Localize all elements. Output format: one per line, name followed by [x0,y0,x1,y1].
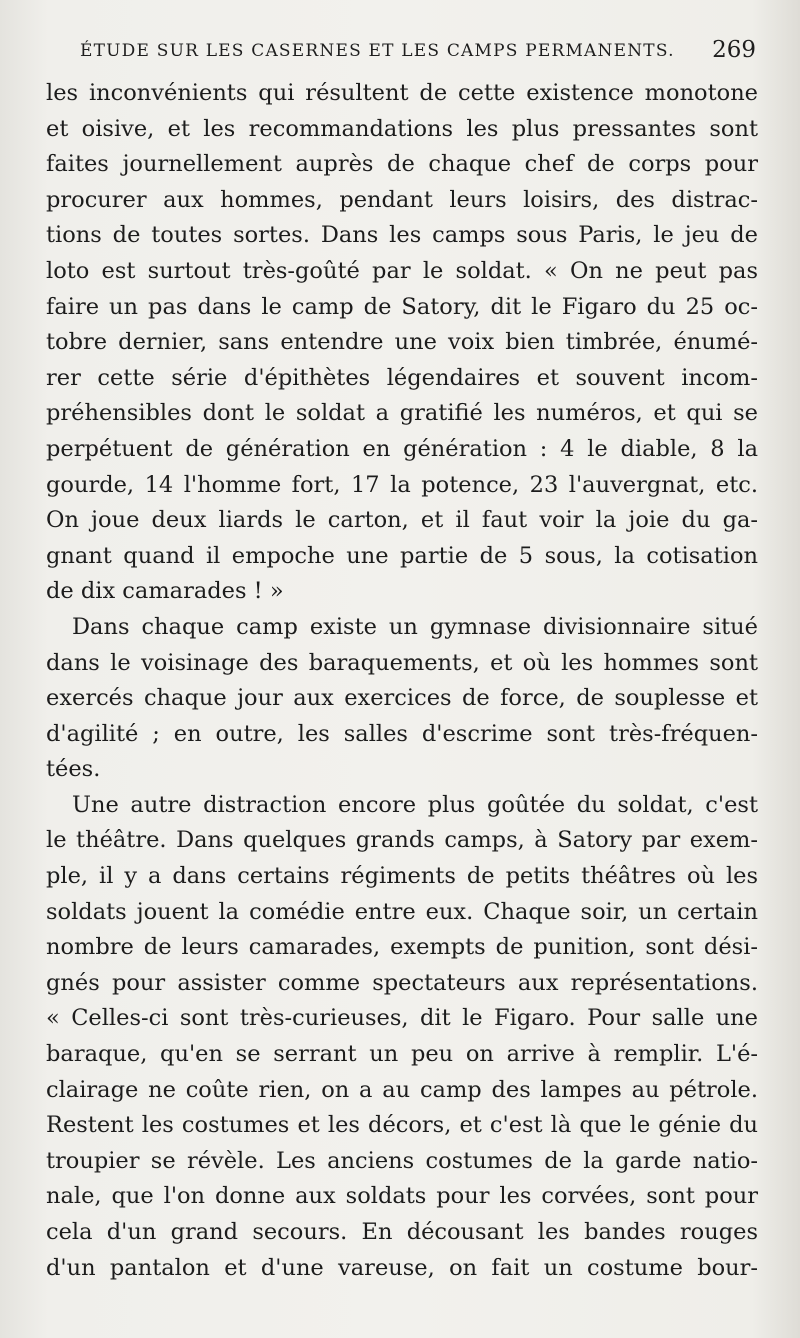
text-line: d'agilité ; en outre, les salles d'escrime sont très-fréquen- [46,720,758,747]
paragraph-first-line: Dans chaque camp existe un gymnase divisionnaire situé [72,613,758,640]
text-line: gourde, 14 l'homme fort, 17 la potence, 23 l'auvergnat, etc. [46,471,758,498]
text-line: procurer aux hommes, pendant leurs loisirs, des distrac- [46,186,758,213]
text-line: et oisive, et les recommandations les plus pressantes sont [46,115,758,142]
text-line: perpétuent de génération en génération : 4 le diable, 8 la [46,435,758,462]
text-line: nale, que l'on donne aux soldats pour les corvées, sont pour [46,1183,758,1210]
text-line: gnés pour assister comme spectateurs aux représentations. [46,969,758,996]
text-line: « Celles-ci sont très-curieuses, dit le Figaro. Pour salle une [46,1005,758,1032]
text-line: baraque, qu'en se serrant un peu on arrive à remplir. L'é- [46,1041,758,1068]
text-line: tées. [46,756,101,783]
text-line: faites journellement auprès de chaque chef de corps pour [46,151,758,178]
text-line: les inconvénients qui résultent de cette existence monotone [46,80,758,106]
text-line: On joue deux liards le carton, et il faut voir la joie du ga- [46,507,758,534]
text-line: cela d'un grand secours. En décousant les bandes rouges [46,1219,758,1245]
text-line: tions de toutes sortes. Dans les camps sous Paris, le jeu de [46,222,758,249]
text-line: dans le voisinage des baraquements, et où les hommes sont [46,649,758,676]
body-text [46,76,758,1286]
text-line: de dix camarades ! » [46,578,284,605]
text-line: ple, il y a dans certains régiments de petits théâtres où les [46,863,758,890]
text-line: tobre dernier, sans entendre une voix bien timbrée, énumé- [46,329,758,356]
text-line: exercés chaque jour aux exercices de force, de souplesse et [46,685,758,712]
text-line: Restent les costumes et les décors, et c'est là que le génie du [46,1112,758,1139]
running-head [80,39,756,69]
text-line: loto est surtout très-goûté par le soldat. « On ne peut pas [46,257,758,284]
text-line: le théâtre. Dans quelques grands camps, à Satory par exem- [46,827,758,854]
text-line: clairage ne coûte rien, on a au camp des lampes au pétrole. [46,1076,758,1103]
text-line: soldats jouent la comédie entre eux. Chaque soir, un certain [46,898,758,925]
paragraph-first-line: Une autre distraction encore plus goûtée du soldat, c'est [72,791,758,818]
page-number: 269 [712,37,756,63]
text-line: d'un pantalon et d'une vareuse, on fait un costume bour- [46,1254,758,1281]
text-line: rer cette série d'épithètes légendaires et souvent incom- [46,364,758,391]
text-line: préhensibles dont le soldat a gratifié les numéros, et qui se [46,400,758,427]
text-line: gnant quand il empoche une partie de 5 sous, la cotisation [46,542,758,569]
text-line: troupier se révèle. Les anciens costumes de la garde natio- [46,1147,758,1174]
running-title: ÉTUDE SUR LES CASERNES ET LES CAMPS PERMANENTS. [80,41,675,61]
text-line: nombre de leurs camarades, exempts de punition, sont dési- [46,934,758,961]
text-line: faire un pas dans le camp de Satory, dit le Figaro du 25 oc- [46,293,758,320]
